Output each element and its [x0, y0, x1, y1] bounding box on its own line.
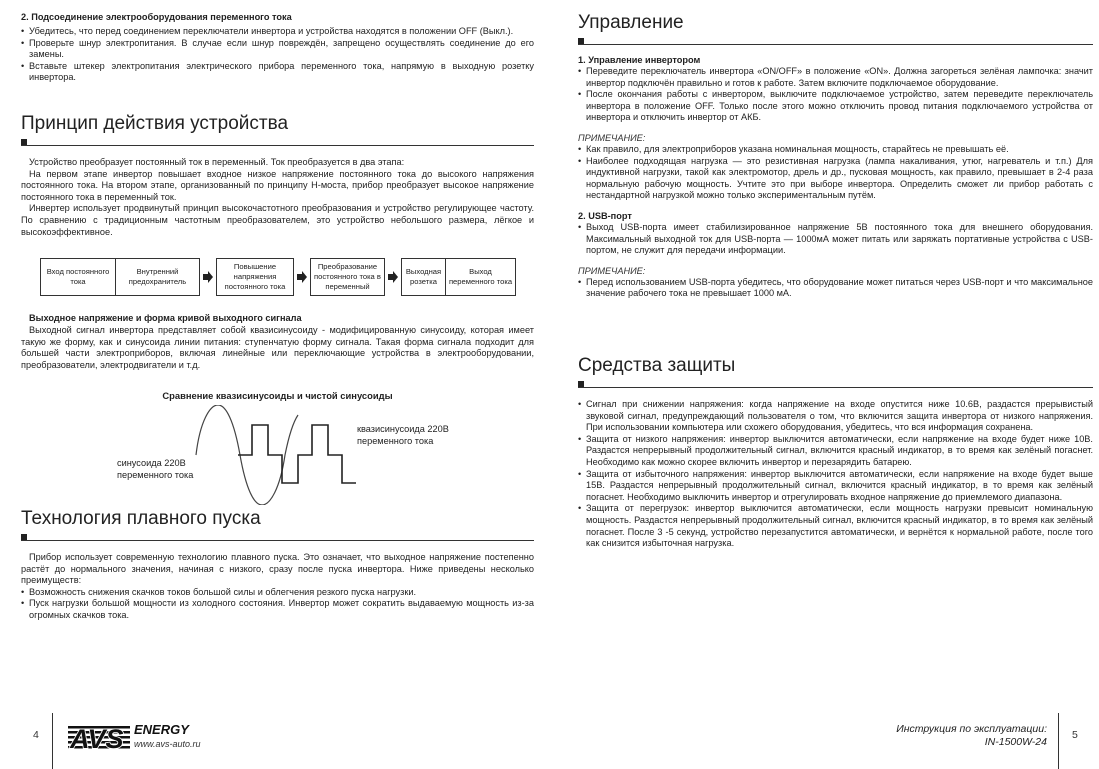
flow-socket [401, 258, 446, 296]
sine-label: синусоида 220В переменного тока [117, 458, 194, 480]
paragraph: Инвертер использует продвинутый принцип высокочастотного преобразования и устройство регулирующее частоту. По сравнению с традиционным частотным преобразователем, это устройство небольшого размера, лёгкое и высокоэффективное. [21, 203, 534, 237]
subsection-title: 1. Управление инвертором [578, 55, 701, 65]
flow-label: Повышение напряжения постоянного тока [224, 262, 286, 291]
waveform-title: Сравнение квазисинусоиды и чистой синусоиды [162, 390, 393, 401]
manual-caption [896, 723, 1047, 748]
section-heading: Средства защиты [578, 355, 736, 376]
flow-input [40, 258, 115, 296]
flow-convert [310, 258, 385, 296]
manual-model: IN-1500W-24 [984, 735, 1047, 748]
list-item: • Перед использованием USB-порта убедитесь, что оборудование может питаться через USB-порт и что максимальное значение рабочего тока не превышает 1000 мА. [578, 277, 1093, 300]
list-item: • Защита от низкого напряжения: инвертор выключится автоматически, если напряжение на входе будет ниже 10В. Раздастся непрерывный продолжительный сигнал, включится красный индикатор, в то время как зелёный погаснет. Необходимо как можно скорее включить инвертор и перезарядить батарею. [578, 434, 1093, 469]
bullet-list [578, 66, 1093, 124]
list-item: • Выход USB-порта имеет стабилизированное напряжение 5В постоянного тока для внешнего оборудования. Максимальный выходной ток для USB-порта — 1000мА может питать или заряжать портативные устройства с USB-портом, не служит для передачи информации. [578, 222, 1093, 257]
list-item: • Вставьте штекер электропитания электрического прибора переменного тока, напрямую в выходную розетку инвертора. [21, 61, 534, 84]
section-title: 2. Подсоединение электрооборудования переменного тока [21, 12, 292, 22]
flow-label: Преобразование постоянного тока в переменный [314, 262, 381, 291]
section-output [21, 312, 534, 371]
bullet-list [578, 222, 1093, 257]
flow-label: Вход постоянного тока [46, 267, 110, 286]
flow-label: Выходная розетка [405, 267, 442, 286]
list-item: • Защита от перегрузок: инвертор выключится автоматически, если мощность нагрузки превысит номинальную мощность. Раздастся непрерывный продолжительный сигнал, включится красный индикатор, в то время как зелёный погаснет. После 3 -5 секунд, устройство перезапустится автоматически, и вернётся к нормальной работе, после того как снизится избыточная нагрузка. [578, 503, 1093, 549]
flow-fuse [115, 258, 200, 296]
list-item: • Возможность снижения скачков токов большой силы и облегчения резкого пуска нагрузки. [21, 587, 534, 599]
heading-rule [21, 534, 534, 542]
conversion-flow-diagram [40, 258, 516, 298]
arrow-right-icon [203, 271, 213, 283]
list-item: • Убедитесь, что перед соединением переключатели инвертора и устройства находятся в положении OFF (Выкл.). [21, 26, 534, 38]
arrow-right-icon [297, 271, 307, 283]
list-item: • Как правило, для электроприборов указана номинальная мощность, старайтесь не превышать её. [578, 144, 1093, 156]
footer-divider-right [1058, 713, 1059, 769]
list-item: • Переведите переключатель инвертора «ON/OFF» в положение «ON». Должна загореться зелёная лампочка: значит инвертор подключён правильно и готов к работе. Затем включите подключаемое оборудование. [578, 66, 1093, 89]
flow-label: Выход переменного тока [448, 267, 513, 286]
section-title: Выходное напряжение и форма кривой выходного сигнала [29, 313, 302, 323]
manual-title: Инструкция по эксплуатации: [896, 723, 1047, 735]
section-principle [21, 113, 534, 238]
flow-output [446, 258, 516, 296]
heading-rule [21, 139, 534, 147]
section-protection [578, 355, 1093, 550]
note-label: ПРИМЕЧАНИЕ: [578, 132, 646, 143]
subsection-title: 2. USB-порт [578, 210, 632, 221]
bullet-list [21, 587, 534, 622]
page-number-right: 5 [1072, 729, 1078, 741]
arrow-right-icon [388, 271, 398, 283]
paragraph: Прибор использует современную технологию плавного пуска. Это означает, что выходное напряжение постепенно растёт до нормального значения, начиная с низкого, сразу после пуска инвертора. Ниже приведены несколько преимуществ: [21, 552, 534, 586]
heading-rule [578, 38, 1093, 46]
list-item: • После окончания работы с инвертором, выключите подключаемое устройство, затем переведите переключатель инвертора в положение OFF. Только после этого можно отключить провод питания подключаемого устройства от инвертора и отключить инвертор от АКБ. [578, 89, 1093, 124]
bullet-list [21, 26, 534, 84]
flow-boost [216, 258, 294, 296]
footer-divider-left [52, 713, 53, 769]
logo-sub-text: ENERGY [134, 722, 189, 737]
section-heading: Управление [578, 12, 684, 33]
bullet-list [578, 399, 1093, 550]
section-control [578, 12, 1093, 300]
list-item: • Сигнал при снижении напряжения: когда напряжение на входе опустится ниже 10.6В, раздастся прерывистый звуковой сигнал, предупреждающий пользователя о том, что включится защита инвертора от низкого напряжения. При использовании компьютера или схожего оборудования, убедитесь, что вся информация сохранена. [578, 399, 1093, 434]
paragraph: Выходной сигнал инвертора представляет собой квазисинусоиду - модифицированную синусоиду, которая имеет такую же форму, как и синусоида линии питания: ступенчатую форму сигнала. Такая форма сигнала подходит для большей части электроприборов, включая линейные или переключающие устройства в электрооборудовании, преобразователи, электродвигатели и т.д. [21, 325, 534, 370]
quasi-sine-label: квазисинусоида 220В переменного тока [357, 424, 449, 446]
list-item: • Пуск нагрузки большой мощности из холодного состояния. Инвертор может сократить выдаваемую мощность из-за огромных скачков тока. [21, 598, 534, 621]
note-label: ПРИМЕЧАНИЕ: [578, 265, 646, 276]
logo-graphic [68, 722, 208, 762]
flow-label: Внутренний предохранитель [128, 267, 187, 286]
bullet-list [578, 144, 1093, 202]
list-item: • Защита от избыточного напряжения: инвертор выключится автоматически, если напряжение на входе будет выше 15В. Раздастся непрерывный продолжительный сигнал, включится красный индикатор, в то время как зелёный погаснет. Необходимо выключить инвертор и отрегулировать входное напряжение до приемлемого диапазона. [578, 469, 1093, 504]
logo-brand-text: AVS [70, 724, 124, 754]
bullet-list [578, 277, 1093, 300]
paragraph: На первом этапе инвертор повышает входное низкое напряжение постоянного тока до высокого напряжения постоянного тока. На втором этапе, организованный по принципу H-моста, прибор преобразует высокое напряжение постоянного тока в переменный ток. [21, 168, 534, 202]
waveform-comparison-graphic [190, 405, 360, 505]
quasi-sine-wave [238, 425, 356, 483]
site-url: www.avs-auto.ru [134, 739, 201, 749]
list-item: • Проверьте шнур электропитания. В случае если шнур повреждён, запрещено осуществлять соединение до его замены. [21, 38, 534, 61]
section-heading: Технология плавного пуска [21, 508, 261, 529]
page-number-left: 4 [33, 729, 39, 741]
section-ac-connection [21, 11, 534, 84]
principle-text [21, 157, 534, 238]
section-heading: Принцип действия устройства [21, 113, 289, 134]
paragraph: Устройство преобразует постоянный ток в переменный. Ток преобразуется в два этапа: [29, 157, 405, 167]
avs-energy-logo [68, 722, 208, 762]
section-soft-start [21, 508, 534, 622]
list-item: • Наиболее подходящая нагрузка — это резистивная нагрузка (лампа накаливания, утюг, нагреватель и т.п.) Для индуктивной нагрузки, такой как электромотор, дрель и др., пусковая мощность, как правило, превышает в 2-4 раза нормальную рабочую мощность. Учтите это при выборе инвертора. Определить сможет ли прибор работать с нестандартной нагрузкой можно только экспериментальным путём. [578, 156, 1093, 202]
heading-rule [578, 381, 1093, 389]
